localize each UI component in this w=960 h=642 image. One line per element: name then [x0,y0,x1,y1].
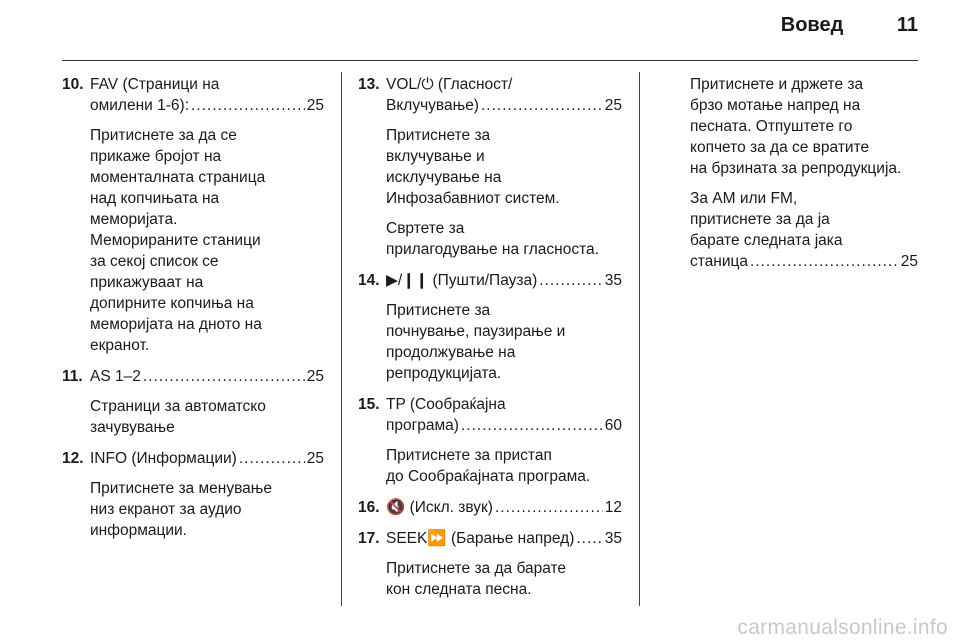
desc-line: Страници за автоматско [90,398,266,415]
section-title: Вовед [780,14,844,36]
desc-line: за секој список се [90,253,219,270]
list-item-13 [358,74,622,260]
desc-line: низ екранот за аудио [90,501,242,518]
item-description [90,125,324,356]
item-heading-ref [386,95,622,116]
item-heading-text: AS 1–2 [90,368,141,385]
list-item-14 [358,270,622,384]
page-number: 11 [896,14,918,36]
list-item-10 [62,74,324,356]
desc-line: информации. [90,522,187,539]
column-divider-2 [639,72,640,606]
desc-line: барате следната јака [690,232,843,249]
desc-line: прикаже бројот на [90,148,222,165]
desc-line: почнување, паузирање и [386,323,566,340]
page-ref: 12 [604,499,622,516]
am-fm-paragraph [690,188,918,272]
page-ref: 25 [306,450,324,467]
desc-line: репродукцијата. [386,365,502,382]
item-number: 17. [358,530,380,547]
page-ref: 25 [306,97,324,114]
item-heading-text: станица [690,253,749,270]
desc-line: до Сообраќајната програма. [386,468,591,485]
list-item-15 [358,394,622,487]
desc-line: меморијата на дното на [90,316,262,333]
desc-line: копчето за да се вратите [690,139,870,156]
leader-dots [461,415,603,436]
list-item-16 [358,497,622,518]
item-number: 14. [358,272,380,289]
desc-line: притиснете за да ја [690,211,830,228]
desc-line: допирните копчиња на [90,295,254,312]
item-heading-ref [386,497,622,518]
item-heading-text: SEEK⏩ (Барање напред) [386,530,575,547]
item-heading-ref [690,251,918,272]
desc-line: исклучување на [386,169,502,186]
desc-line: Притиснете за менување [90,480,272,497]
item-description [386,300,622,384]
column-2 [358,74,622,600]
item-number: 10. [62,76,84,93]
page-ref: 35 [604,272,622,289]
page-ref: 25 [900,253,918,270]
desc-line: Инфозабавниот систем. [386,190,560,207]
leader-dots [143,366,305,387]
desc-line: Притиснете за да барате [386,560,567,577]
item-number: 13. [358,76,380,93]
page-ref: 25 [604,97,622,114]
desc-line: екранот. [90,337,150,354]
item-number: 12. [62,450,84,467]
desc-line: Свртете за [386,220,465,237]
desc-line: Притиснете за пристап [386,447,552,464]
item-number: 11. [62,368,83,385]
desc-line: песната. Отпуштете го [690,118,853,135]
item-heading-ref [386,270,622,291]
desc-line: Притиснете и држете за [690,76,864,93]
item-heading-ref [90,95,324,116]
leader-dots [576,528,602,549]
item-description [386,218,622,260]
item-heading-ref [386,528,622,549]
page-ref: 35 [604,530,622,547]
item-heading: TP (Сообраќајна [386,396,506,413]
item-heading-text: програма) [386,417,459,434]
desc-line: Притиснете за [386,302,491,319]
item-heading-ref [386,415,622,436]
item-description [386,125,622,209]
leader-dots [750,251,899,272]
column-3 [690,74,918,272]
desc-line: над копчињата на [90,190,220,207]
leader-dots [191,95,305,116]
item-description [386,445,622,487]
desc-line: на брзината за репродукција. [690,160,902,177]
item-heading-text: 🔇 (Искл. звук) [386,499,493,516]
desc-line: прикажуваат на [90,274,204,291]
item-heading-text: Вклучување) [386,97,479,114]
item-heading-ref [90,366,324,387]
item-heading-ref [90,448,324,469]
desc-line: прилагодување на гласноста. [386,241,599,258]
header-rule [62,60,918,61]
leader-dots [481,95,603,116]
column-divider-1 [341,72,342,606]
page-header [781,14,918,37]
item-heading: FAV (Страници на [90,76,220,93]
watermark: carmanualsonline.info [737,616,948,639]
item-description [386,558,622,600]
item-description [90,396,324,438]
item-heading-text: ▶/❙❙ (Пушти/Пауза) [386,272,538,289]
desc-line: меморијата. [90,211,178,228]
leader-dots [539,270,602,291]
desc-line: вклучување и [386,148,485,165]
item-number: 16. [358,499,380,516]
list-item-11 [62,366,324,438]
item-heading: VOL/⏻ (Гласност/ [386,76,513,93]
desc-line: За АМ или FM, [690,190,798,207]
desc-line: Меморираните станици [90,232,261,249]
item-heading-text: INFO (Информации) [90,450,237,467]
desc-line: продолжување на [386,344,516,361]
continued-paragraph [690,74,918,179]
leader-dots [239,448,305,469]
desc-line: Притиснете за да се [90,127,237,144]
item-heading-text: омилени 1-6): [90,97,189,114]
item-number: 15. [358,396,380,413]
item-description [90,478,324,541]
desc-line: кон следната песна. [386,581,532,598]
desc-line: зачувување [90,419,175,436]
page-ref: 25 [306,368,324,385]
list-item-12 [62,448,324,541]
desc-line: Притиснете за [386,127,491,144]
column-1 [62,74,324,541]
list-item-17 [358,528,622,600]
desc-line: брзо мотање напред на [690,97,861,114]
desc-line: моменталната страница [90,169,266,186]
page-ref: 60 [604,417,622,434]
leader-dots [495,497,603,518]
